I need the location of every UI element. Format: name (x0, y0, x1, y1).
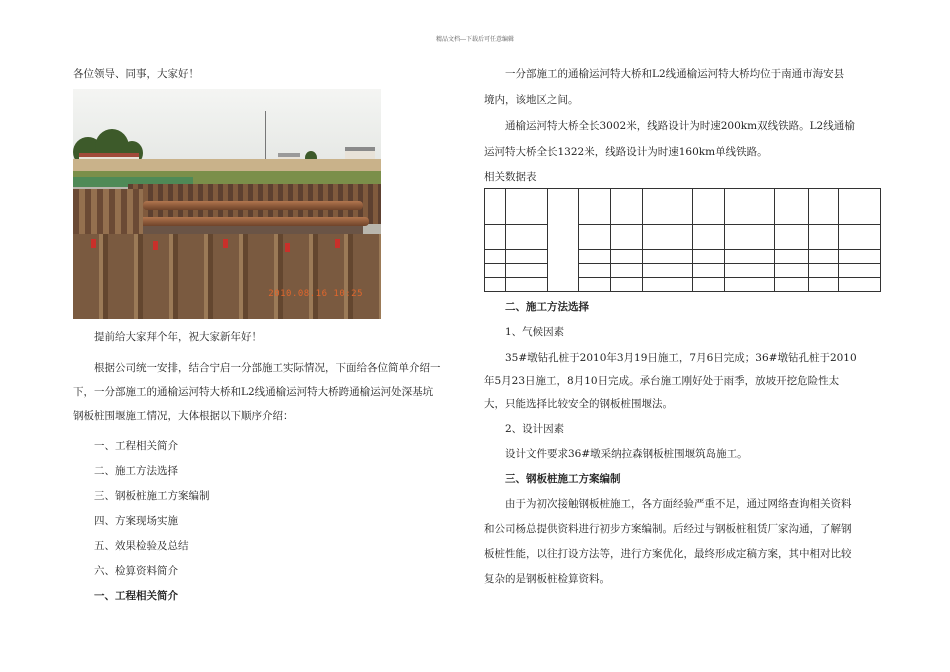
toc-item: 一、工程相关简介 (94, 440, 178, 452)
table-cell (775, 189, 809, 225)
section-1-title: 一、工程相关简介 (94, 590, 178, 602)
section-3-title: 三、钢板桩施工方案编制 (505, 473, 621, 485)
toc-item: 四、方案现场实施 (94, 515, 178, 527)
paragraph-location: 境内，该地区之间。 (484, 94, 579, 106)
table-cell (725, 225, 775, 249)
table-cell (485, 263, 506, 277)
table-cell (775, 277, 809, 291)
toc-item: 六、检算资料简介 (94, 565, 178, 577)
table-caption: 相关数据表 (484, 171, 537, 183)
table-cell (611, 189, 643, 225)
right-column (484, 68, 880, 586)
table-cell (775, 225, 809, 249)
table-cell (725, 277, 775, 291)
paragraph-scheme: 由于为初次接触钢板桩施工，各方面经验严重不足，通过网络查询相关资料 (505, 498, 852, 510)
intro-paragraph (73, 356, 463, 428)
data-table (484, 188, 881, 292)
paragraph-scheme: 和公司杨总提供资料进行初步方案编制。后经过与钢板桩租赁厂家沟通，了解钢 (484, 523, 852, 535)
table-cell (485, 249, 506, 263)
greeting: 各位领导、同事，大家好！ (73, 68, 199, 80)
left-column (73, 68, 463, 609)
table-cell (693, 277, 725, 291)
table-cell (579, 277, 611, 291)
table-cell (839, 277, 881, 291)
table-cell (611, 249, 643, 263)
table-cell (775, 263, 809, 277)
table-cell (725, 263, 775, 277)
subsection-climate: 1、气候因素 (505, 326, 565, 338)
table-of-contents (73, 434, 463, 609)
table-cell (839, 249, 881, 263)
section-2-title: 二、施工方法选择 (505, 301, 589, 313)
paragraph-location: 一分部施工的通榆运河特大桥和L2线通榆运河特大桥均位于南通市海安县 (505, 68, 845, 80)
intro-line: 根据公司统一安排，结合宁启一分部施工实际情况，下面给各位简单介绍一 (94, 362, 441, 374)
table-cell (839, 225, 881, 249)
table-cell (725, 249, 775, 263)
table-cell (548, 189, 579, 292)
paragraph-scheme: 复杂的是钢板桩检算资料。 (484, 573, 610, 585)
table-cell (693, 249, 725, 263)
table-cell (506, 263, 548, 277)
paragraph-climate: 大，只能选择比较安全的钢板桩围堰法。 (484, 398, 673, 410)
intro-line: 下，一分部施工的通榆运河特大桥和L2线通榆运河特大桥跨通榆运河处深基坑 (73, 386, 434, 398)
table-cell (506, 249, 548, 263)
paragraph-length: 通榆运河特大桥全长3002米，线路设计为时速200km双线铁路。L2线通榆 (505, 120, 855, 132)
table-cell (506, 225, 548, 249)
table-cell (643, 225, 693, 249)
paragraph-length: 运河特大桥全长1322米，线路设计为时速160km单线铁路。 (484, 146, 768, 158)
table-cell (725, 189, 775, 225)
site-photo (73, 89, 381, 319)
table-cell (506, 189, 548, 225)
table-cell (485, 189, 506, 225)
table-cell (809, 263, 839, 277)
table-cell (809, 225, 839, 249)
toc-item: 五、效果检验及总结 (94, 540, 189, 552)
table-cell (809, 277, 839, 291)
table-cell (839, 263, 881, 277)
table-cell (485, 277, 506, 291)
paragraph-climate: 年5月23日施工，8月10日完成。承台施工刚好处于雨季，放坡开挖危险性太 (484, 375, 840, 387)
table-cell (643, 189, 693, 225)
table-cell (693, 263, 725, 277)
table-cell (579, 263, 611, 277)
paragraph-design: 设计文件要求36#墩采纳拉森钢板桩围堰筑岛施工。 (505, 448, 748, 460)
intro-line: 钢板桩围堰施工情况，大体根据以下顺序介绍： (73, 410, 294, 422)
table-cell (611, 277, 643, 291)
table-cell (643, 277, 693, 291)
paragraph-scheme: 板桩性能，以往打设方法等，进行方案优化，最终形成定稿方案，其中相对比较 (484, 548, 852, 560)
paragraph-climate: 35#墩钻孔桩于2010年3月19日施工，7月6日完成；36#墩钻孔桩于2010 (505, 352, 857, 364)
table-cell (809, 189, 839, 225)
table-cell (643, 263, 693, 277)
toc-item: 三、钢板桩施工方案编制 (94, 490, 210, 502)
table-cell (643, 249, 693, 263)
toc-item: 二、施工方法选择 (94, 465, 178, 477)
subsection-design: 2、设计因素 (505, 423, 565, 435)
table-cell (693, 189, 725, 225)
table-cell (809, 249, 839, 263)
photo-timestamp: 2010.08.16 10:25 (268, 289, 363, 299)
table-cell (579, 249, 611, 263)
table-cell (506, 277, 548, 291)
table-cell (611, 263, 643, 277)
table-cell (579, 189, 611, 225)
table-cell (693, 225, 725, 249)
table-cell (839, 189, 881, 225)
page-header: 精品文档---下载后可任意编辑 (435, 36, 515, 43)
new-year-line: 提前给大家拜个年，祝大家新年好！ (94, 331, 262, 343)
table-cell (485, 225, 506, 249)
table-cell (775, 249, 809, 263)
table-cell (579, 225, 611, 249)
table-cell (611, 225, 643, 249)
